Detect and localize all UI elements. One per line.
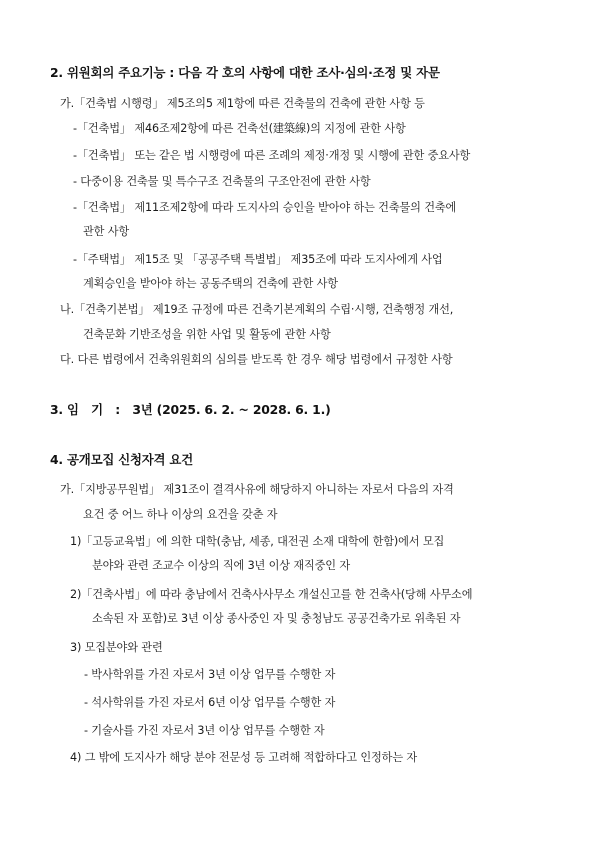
section-2-ga-subitem: -「건축법」 또는 같은 법 시행령에 따른 조례의 제정·개정 및 시행에 관한 중요사항 bbox=[73, 149, 471, 162]
section-2-item-da: 다. 다른 법령에서 건축위원회의 심의를 받도록 한 경우 해당 법령에서 규정한 사항 bbox=[60, 353, 453, 366]
section-4-item-1-continuation: 분야와 관련 조교수 이상의 직에 3년 이상 재직중인 자 bbox=[92, 559, 351, 572]
section-2-item-na: 나.「건축기본법」 제19조 규정에 따른 건축기본계획의 수립·시행, 건축행정 개선, bbox=[60, 303, 454, 316]
section-2-ga-subitem-continuation: 관한 사항 bbox=[83, 225, 130, 238]
section-4-item-3-sub: - 기술사를 가진 자로서 3년 이상 업무를 수행한 자 bbox=[84, 724, 325, 737]
section-4-item-3-sub: - 석사학위를 가진 자로서 6년 이상 업무를 수행한 자 bbox=[84, 696, 336, 709]
section-4-item-3-sub: - 박사학위를 가진 자로서 3년 이상 업무를 수행한 자 bbox=[84, 668, 336, 681]
section-3-heading: 3. 임 기 : 3년 (2025. 6. 2. ~ 2028. 6. 1.) bbox=[50, 402, 331, 417]
section-4-heading: 4. 공개모집 신청자격 요건 bbox=[50, 452, 193, 467]
section-4-item-4: 4) 그 밖에 도지사가 해당 분야 전문성 등 고려해 적합하다고 인정하는 자 bbox=[70, 751, 418, 764]
section-2-ga-subitem: - 다중이용 건축물 및 특수구조 건축물의 구조안전에 관한 사항 bbox=[73, 175, 371, 188]
section-2-heading: 2. 위원회의 주요기능 : 다음 각 호의 사항에 대한 조사·심의·조정 및 자문 bbox=[50, 65, 440, 80]
section-4-item-2: 2)「건축사법」에 따라 충남에서 건축사사무소 개설신고를 한 건축사(당해 사무소에 bbox=[70, 588, 473, 601]
section-2-ga-subitem: -「주택법」 제15조 및 「공공주택 특별법」 제35조에 따라 도지사에게 사업 bbox=[73, 253, 443, 266]
section-4-item-3: 3) 모집분야와 관련 bbox=[70, 641, 163, 654]
section-2-item-ga: 가.「건축법 시행령」 제5조의5 제1항에 따른 건축물의 건축에 관한 사항 등 bbox=[60, 97, 425, 110]
section-2-ga-subitem: -「건축법」 제11조제2항에 따라 도지사의 승인을 받아야 하는 건축물의 건축에 bbox=[73, 201, 457, 214]
section-4-item-ga: 가.「지방공무원법」 제31조이 결격사유에 해당하지 아니하는 자로서 다음의 자격 bbox=[60, 483, 454, 496]
section-4-item-ga-continuation: 요건 중 어느 하나 이상의 요건을 갖춘 자 bbox=[83, 508, 278, 521]
section-2-ga-subitem-continuation: 계획승인을 받아야 하는 공동주택의 건축에 관한 사항 bbox=[83, 277, 338, 290]
section-4-item-1: 1)「고등교육법」에 의한 대학(충남, 세종, 대전권 소재 대학에 한함)에서 모집 bbox=[70, 535, 445, 548]
section-2-item-na-continuation: 건축문화 기반조성을 위한 사업 및 활동에 관한 사항 bbox=[83, 328, 331, 341]
section-2-ga-subitem: -「건축법」 제46조제2항에 따른 건축선(建築線)의 지정에 관한 사항 bbox=[73, 122, 406, 135]
section-4-item-2-continuation: 소속된 자 포함)로 3년 이상 종사중인 자 및 충청남도 공공건축가로 위촉된 자 bbox=[92, 612, 461, 625]
